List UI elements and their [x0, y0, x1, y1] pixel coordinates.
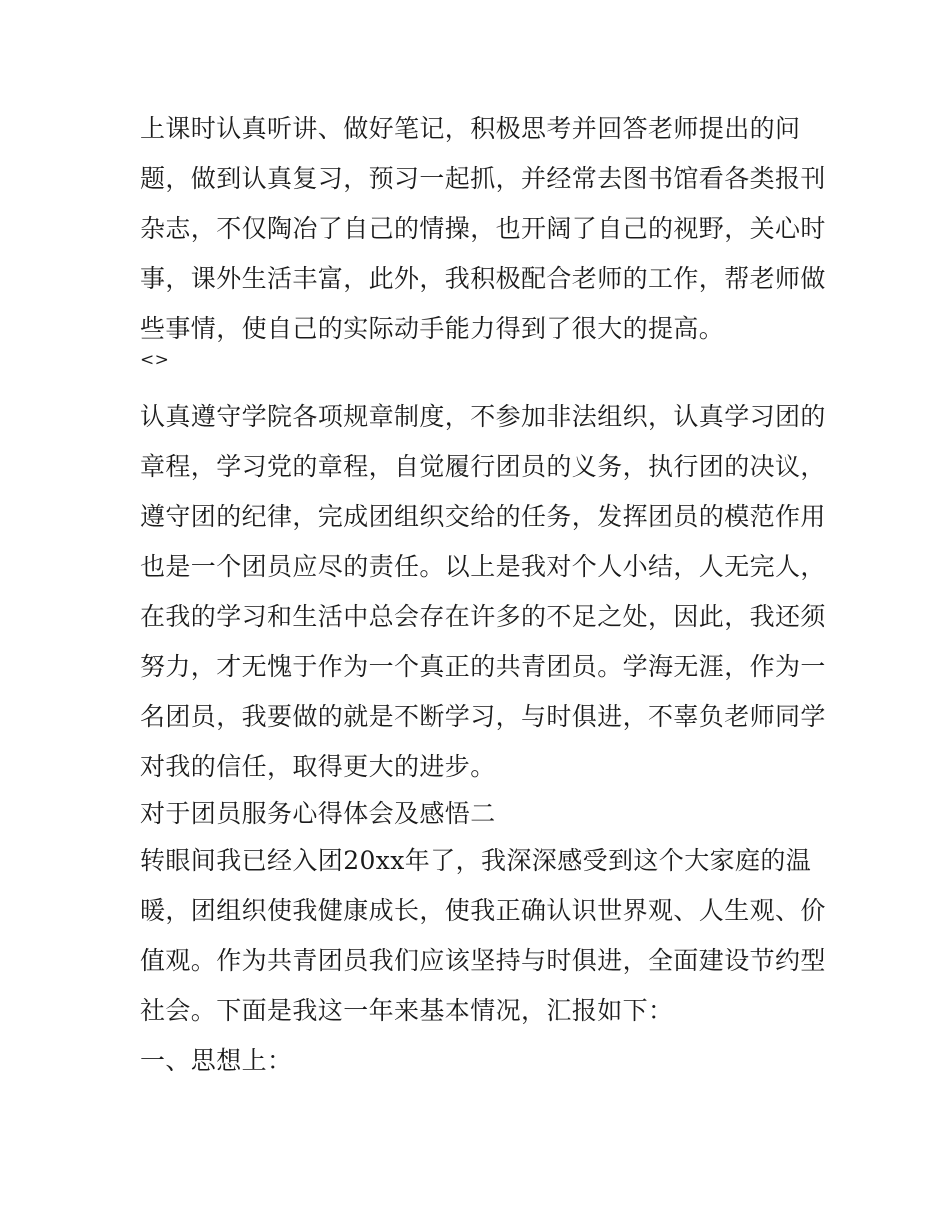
section-marker: <>	[140, 350, 170, 370]
text-line: 对我的信任，取得更大的进步。	[140, 752, 496, 781]
text-line: 章程，学习党的章程，自觉履行团员的义务，执行团的决议，	[140, 452, 826, 481]
paragraph-1	[140, 104, 826, 354]
text-line: 题，做到认真复习，预习一起抓，并经常去图书馆看各类报刊	[140, 164, 826, 193]
text-line: 社会。下面是我这一年来基本情况，汇报如下：	[140, 996, 674, 1025]
text-line: 值观。作为共青团员我们应该坚持与时俱进，全面建设节约型	[140, 946, 826, 975]
text-line: 努力，才无愧于作为一个真正的共青团员。学海无涯，作为一	[140, 652, 826, 681]
text-line: 转眼间我已经入团20xx年了，我深深感受到这个大家庭的温	[140, 846, 812, 875]
section-heading: 一、思想上：	[140, 1046, 293, 1075]
text-line: 遵守团的纪律，完成团组织交给的任务，发挥团员的模范作用	[140, 502, 826, 531]
text-line: 认真遵守学院各项规章制度，不参加非法组织，认真学习团的	[140, 402, 826, 431]
text-line: 暖，团组织使我健康成长，使我正确认识世界观、人生观、价	[140, 896, 826, 925]
text-line: 事，课外生活丰富，此外，我积极配合老师的工作，帮老师做	[140, 264, 826, 293]
document-page	[140, 104, 826, 1086]
paragraph-2	[140, 392, 826, 792]
paragraph-3	[140, 836, 826, 1036]
text-line: 在我的学习和生活中总会存在许多的不足之处，因此，我还须	[140, 602, 826, 631]
text-line: 上课时认真听讲、做好笔记，积极思考并回答老师提出的问	[140, 114, 801, 143]
section-title: 对于团员服务心得体会及感悟二	[140, 799, 496, 828]
text-line: 些事情，使自己的实际动手能力得到了很大的提高。	[140, 314, 725, 343]
text-line: 也是一个团员应尽的责任。以上是我对个人小结，人无完人，	[140, 552, 826, 581]
text-line: 杂志，不仅陶冶了自己的情操，也开阔了自己的视野，关心时	[140, 214, 826, 243]
text-line: 名团员，我要做的就是不断学习，与时俱进，不辜负老师同学	[140, 702, 826, 731]
